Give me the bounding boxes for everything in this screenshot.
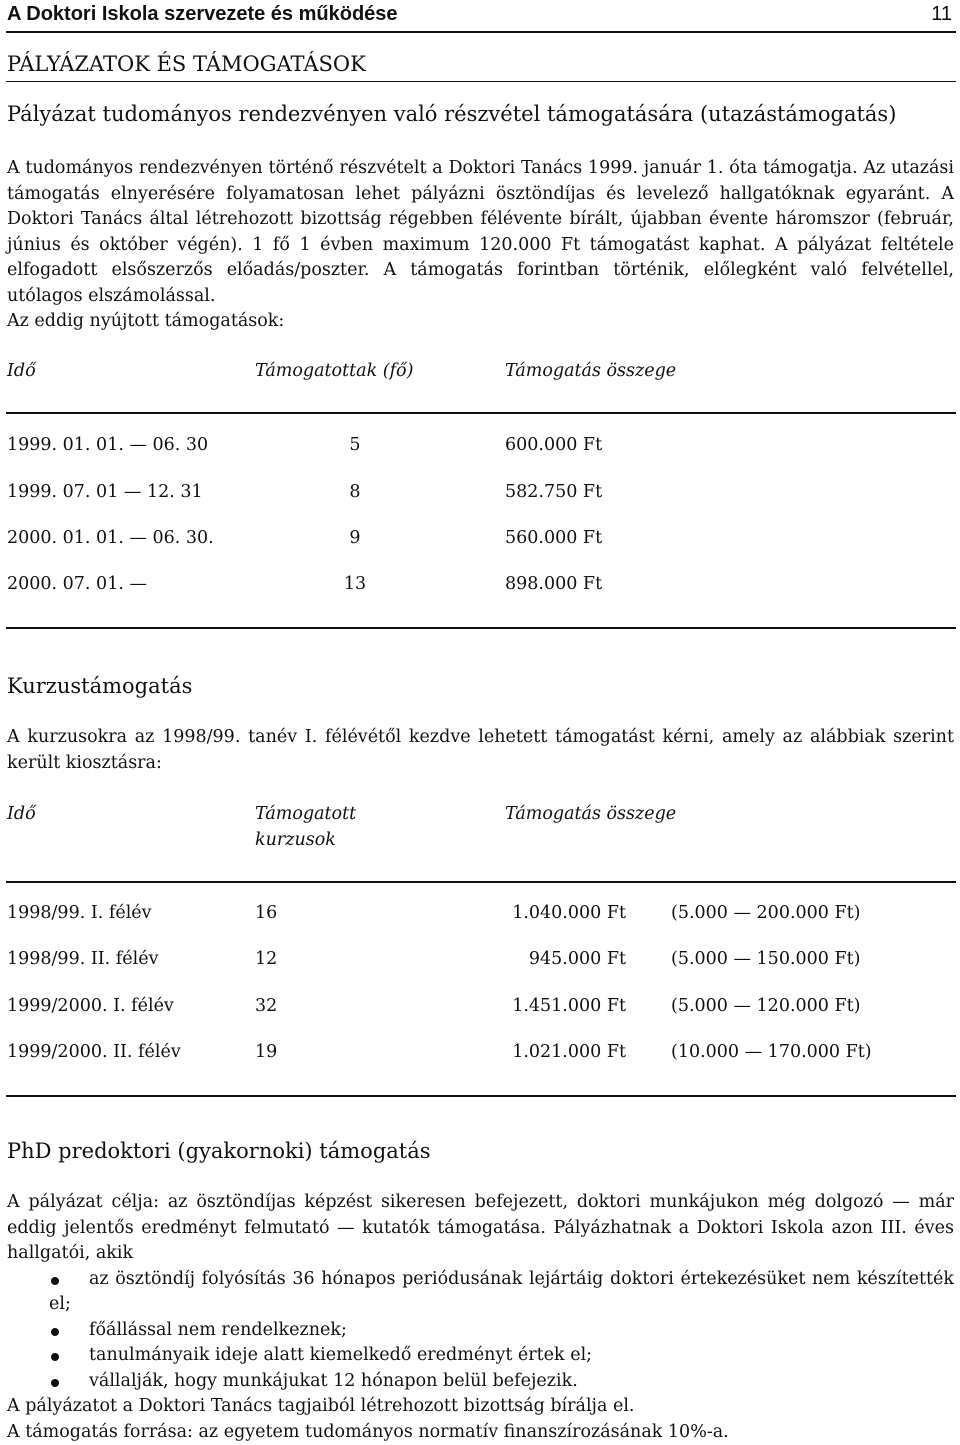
course-row-range: (10.000 — 170.000 Ft) — [671, 1040, 872, 1065]
travel-support-heading: Pályázat tudományos rendezvényen való részvétel támogatására (utazástámogatás) — [7, 100, 896, 128]
travel-row-count: 8 — [340, 480, 370, 505]
travel-row-period: 1999. 07. 01 — 12. 31 — [7, 480, 203, 505]
travel-row-period: 1999. 01. 01. — 06. 30 — [7, 433, 208, 458]
section-rule — [6, 81, 956, 82]
phd-support-heading: PhD predoktori (gyakornoki) támogatás — [7, 1137, 431, 1165]
travel-table-rule-bottom — [6, 627, 956, 629]
course-row-count: 32 — [255, 994, 277, 1019]
course-row-range: (5.000 — 150.000 Ft) — [671, 947, 860, 972]
running-header-title: A Doktori Iskola szervezete és működése — [7, 2, 398, 26]
section-title: PÁLYÁZATOK ÉS TÁMOGATÁSOK — [7, 50, 366, 78]
list-item-text: tanulmányaik ideje alatt kiemelkedő eredményt értek el; — [89, 1345, 592, 1365]
phd-support-body — [7, 1190, 954, 1445]
travel-row-amount: 560.000 Ft — [505, 526, 602, 551]
course-row-amount: 1.021.000 Ft — [480, 1040, 626, 1065]
course-col-amount: Támogatás összege — [505, 802, 676, 827]
phd-support-paragraph: A pályázat célja: az ösztöndíjas képzést sikeresen befejezett, doktori munkájukon még dolgozó — már eddig jelentős eredményt felmutató — kutatók támogatása. Pályázhatnak a Doktori Iskola azon III. éves hallgatói, akik — [7, 1190, 954, 1267]
travel-support-intro: Az eddig nyújtott támogatások: — [7, 309, 954, 335]
course-row-range: (5.000 — 200.000 Ft) — [671, 901, 860, 926]
course-row-amount: 1.040.000 Ft — [480, 901, 626, 926]
course-row-count: 16 — [255, 901, 277, 926]
list-item — [7, 1267, 954, 1318]
course-row-amount: 1.451.000 Ft — [480, 994, 626, 1019]
header-rule — [6, 31, 956, 33]
course-col-count-line2: kurzusok — [255, 828, 336, 853]
course-row-amount: 945.000 Ft — [480, 947, 626, 972]
list-item — [7, 1369, 954, 1395]
travel-row-count: 9 — [340, 526, 370, 551]
list-item — [7, 1343, 954, 1369]
course-row-count: 19 — [255, 1040, 277, 1065]
travel-row-period: 2000. 07. 01. — — [7, 572, 147, 597]
course-row-range: (5.000 — 120.000 Ft) — [671, 994, 860, 1019]
travel-row-period: 2000. 01. 01. — 06. 30. — [7, 526, 214, 551]
course-row-count: 12 — [255, 947, 277, 972]
phd-criteria-list — [7, 1267, 954, 1395]
phd-closing-committee: A pályázatot a Doktori Tanács tagjaiból létrehozott bizottság bírálja el. — [7, 1394, 954, 1420]
list-item-text: az ösztöndíj folyósítás 36 hónapos periódusának lejártáig doktori értekezésüket nem készítették el; — [49, 1269, 954, 1315]
bullet-icon — [51, 1277, 59, 1285]
course-support-heading: Kurzustámogatás — [7, 672, 192, 700]
course-table-rule-bottom — [6, 1095, 956, 1097]
travel-col-period: Idő — [7, 359, 36, 384]
course-row-period: 1999/2000. II. félév — [7, 1040, 181, 1065]
bullet-icon — [51, 1379, 59, 1387]
travel-row-count: 5 — [340, 433, 370, 458]
bullet-icon — [51, 1353, 59, 1361]
course-row-period: 1999/2000. I. félév — [7, 994, 174, 1019]
list-item-text: főállással nem rendelkeznek; — [89, 1320, 347, 1340]
course-table-rule-top — [6, 881, 956, 883]
travel-support-paragraph — [7, 156, 954, 335]
travel-row-count: 13 — [340, 572, 370, 597]
list-item — [7, 1318, 954, 1344]
travel-col-amount: Támogatás összege — [505, 359, 676, 384]
travel-support-body: A tudományos rendezvényen történő részvételt a Doktori Tanács 1999. január 1. óta támogatja. Az utazási támogatás elnyerésére folyamatosan lehet pályázni ösztöndíjas és levelező hallgatóknak egyaránt. A Doktori Tanács által létrehozott bizottság régebben félévente bírált, újabban évente háromszor (február, június és október végén). 1 fő 1 évben maximum 120.000 Ft támogatást kaphat. A pályázat feltétele elfogadott elsőszerzős előadás/poszter. A támogatás forintban történik, előlegként való felvétellel, utólagos elszámolással. — [7, 156, 954, 309]
travel-row-amount: 582.750 Ft — [505, 480, 602, 505]
list-item-text: vállalják, hogy munkájukat 12 hónapon belül befejezik. — [89, 1371, 578, 1391]
bullet-icon — [51, 1328, 59, 1336]
course-col-period: Idő — [7, 802, 36, 827]
course-row-period: 1998/99. I. félév — [7, 901, 152, 926]
page-number: 11 — [931, 2, 952, 26]
travel-col-count: Támogatottak (fő) — [255, 359, 413, 384]
course-col-count: Támogatott — [255, 802, 356, 827]
travel-table-rule-top — [6, 412, 956, 414]
travel-row-amount: 600.000 Ft — [505, 433, 602, 458]
course-row-period: 1998/99. II. félév — [7, 947, 158, 972]
phd-closing-funding: A támogatás forrása: az egyetem tudományos normatív finanszírozásának 10%-a. — [7, 1420, 954, 1445]
course-support-paragraph: A kurzusokra az 1998/99. tanév I. félévétől kezdve lehetett támogatást kérni, amely az alábbiak szerint került kiosztásra: — [7, 725, 954, 776]
travel-row-amount: 898.000 Ft — [505, 572, 602, 597]
